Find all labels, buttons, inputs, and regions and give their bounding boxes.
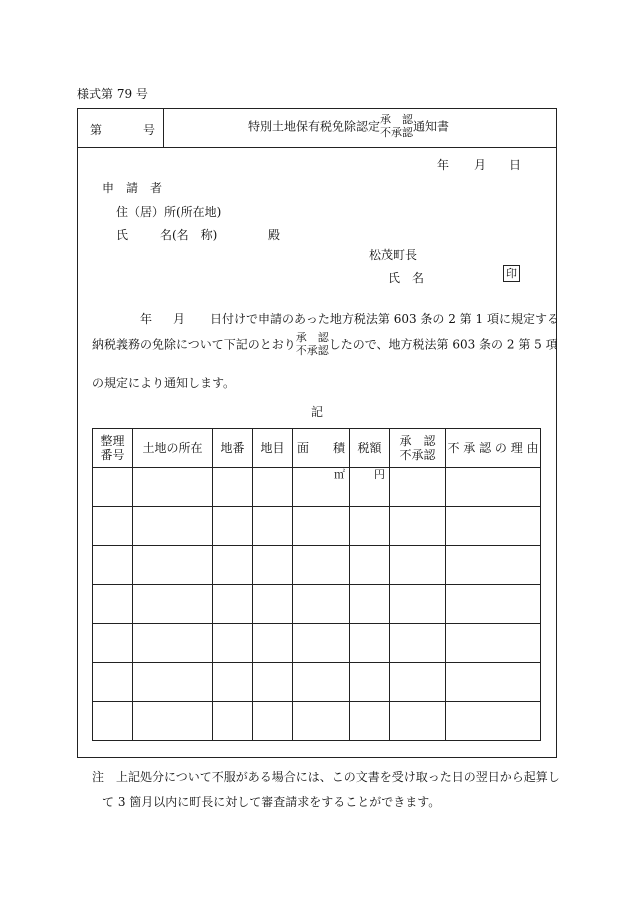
cell-land-location[interactable] [133, 624, 213, 663]
body-line-2-pre: 納税義務の免除について下記のとおり [92, 337, 296, 352]
cell-serial-number[interactable] [93, 624, 133, 663]
cell-tax-amount[interactable] [350, 468, 390, 507]
table-body [93, 468, 541, 741]
applicant-heading: 申 請 者 [102, 181, 163, 195]
land-table [92, 428, 541, 741]
honorific: 殿 [268, 228, 281, 242]
note-line-2: て 3 箇月以内に町長に対して審査請求をすることができます。 [102, 795, 441, 809]
cell-land-category[interactable] [253, 468, 293, 507]
header-area: 面 積 [293, 429, 350, 468]
cell-area[interactable] [293, 663, 350, 702]
cell-serial-number[interactable] [93, 507, 133, 546]
header-land-location: 土地の所在 [133, 429, 213, 468]
table-row [93, 468, 541, 507]
cell-area[interactable] [293, 702, 350, 741]
cell-approval[interactable] [390, 624, 446, 663]
body-line-1: 日付けで申請のあった地方税法第 603 条の 2 第 1 項に規定する [210, 312, 559, 326]
cell-tax-amount[interactable] [350, 702, 390, 741]
body-line-3: の規定により通知します。 [92, 376, 236, 390]
cell-land-location[interactable] [133, 507, 213, 546]
cell-land-category[interactable] [253, 663, 293, 702]
cell-area[interactable] [293, 546, 350, 585]
seal-mark: 印 [503, 265, 520, 282]
cell-lot-number[interactable] [213, 468, 253, 507]
body-line-2 [92, 331, 558, 357]
cell-serial-number[interactable] [93, 702, 133, 741]
cell-tax-amount[interactable] [350, 585, 390, 624]
body-option-approve: 承 認 [295, 331, 329, 344]
title-option-approve: 承 認 [380, 113, 414, 126]
cell-area[interactable] [293, 507, 350, 546]
cell-area[interactable] [293, 585, 350, 624]
cell-land-category[interactable] [253, 546, 293, 585]
title-option-reject: 不承認 [380, 126, 414, 139]
number-label-last: 号 [143, 123, 156, 137]
table-row [93, 624, 541, 663]
date-month: 月 [474, 158, 487, 172]
cell-serial-number[interactable] [93, 585, 133, 624]
applicant-address-label: 住（居）所(所在地) [116, 205, 222, 219]
cell-land-category[interactable] [253, 702, 293, 741]
issuer-name-label-first: 氏 [388, 271, 401, 285]
cell-land-category[interactable] [253, 624, 293, 663]
cell-lot-number[interactable] [213, 624, 253, 663]
cell-approval[interactable] [390, 468, 446, 507]
cell-tax-amount[interactable] [350, 663, 390, 702]
table-header-row [93, 429, 541, 468]
cell-land-location[interactable] [133, 702, 213, 741]
cell-rejection-reason[interactable] [446, 624, 541, 663]
cell-approval[interactable] [390, 702, 446, 741]
cell-rejection-reason[interactable] [446, 507, 541, 546]
table-row [93, 702, 541, 741]
cell-land-category[interactable] [253, 585, 293, 624]
cell-land-category[interactable] [253, 507, 293, 546]
cell-land-location[interactable] [133, 468, 213, 507]
header-approval: 承 認 不承認 [390, 429, 446, 468]
header-tax-amount: 税額 [350, 429, 390, 468]
body-line-2-post: したので、地方税法第 603 条の 2 第 5 項 [328, 337, 558, 352]
cell-area[interactable] [293, 468, 350, 507]
cell-rejection-reason[interactable] [446, 468, 541, 507]
issuer-title: 松茂町長 [369, 248, 418, 262]
header-divider [77, 147, 557, 148]
cell-lot-number[interactable] [213, 663, 253, 702]
cell-lot-number[interactable] [213, 546, 253, 585]
table-row [93, 663, 541, 702]
issuer-name-label-last: 名 [412, 271, 425, 285]
number-label-first: 第 [90, 123, 103, 137]
area-unit: ㎡ [334, 468, 345, 481]
cell-serial-number[interactable] [93, 546, 133, 585]
cell-area[interactable] [293, 624, 350, 663]
header-land-category: 地目 [253, 429, 293, 468]
cell-rejection-reason[interactable] [446, 546, 541, 585]
note-line-1: 上記処分について不服がある場合には、この文書を受け取った日の翌日から起算し [116, 770, 560, 784]
body-month: 月 [173, 312, 186, 326]
date-year: 年 [437, 158, 450, 172]
title-prefix: 特別土地保有税免除認定 [248, 119, 381, 134]
header-rejection-reason: 不 承 認 の 理 由 [446, 429, 541, 468]
title-approval-options [380, 113, 413, 139]
cell-land-location[interactable] [133, 585, 213, 624]
form-number: 様式第 79 号 [77, 87, 148, 101]
document-title [248, 113, 449, 139]
cell-serial-number[interactable] [93, 663, 133, 702]
applicant-name-label-first: 氏 [116, 228, 129, 242]
table-row [93, 507, 541, 546]
cell-rejection-reason[interactable] [446, 585, 541, 624]
header-lot-number: 地番 [213, 429, 253, 468]
body-option-reject: 不承認 [295, 344, 329, 357]
cell-lot-number[interactable] [213, 507, 253, 546]
cell-tax-amount[interactable] [350, 507, 390, 546]
date-day: 日 [509, 158, 522, 172]
cell-lot-number[interactable] [213, 702, 253, 741]
cell-land-location[interactable] [133, 663, 213, 702]
cell-approval[interactable] [390, 585, 446, 624]
cell-lot-number[interactable] [213, 585, 253, 624]
record-heading: 記 [311, 405, 324, 419]
cell-approval[interactable] [390, 663, 446, 702]
cell-rejection-reason[interactable] [446, 663, 541, 702]
cell-tax-amount[interactable] [350, 546, 390, 585]
body-year: 年 [140, 312, 153, 326]
tax-unit: 円 [374, 468, 385, 481]
cell-land-location[interactable] [133, 546, 213, 585]
title-suffix: 通知書 [413, 119, 450, 134]
body-approval-options [296, 331, 329, 357]
note-label: 注 [92, 770, 105, 784]
header-number-divider [163, 108, 164, 148]
cell-rejection-reason[interactable] [446, 702, 541, 741]
cell-approval[interactable] [390, 546, 446, 585]
cell-tax-amount[interactable] [350, 624, 390, 663]
header-serial-number: 整理 番号 [93, 429, 133, 468]
table-row [93, 585, 541, 624]
table-row [93, 546, 541, 585]
cell-serial-number[interactable] [93, 468, 133, 507]
cell-approval[interactable] [390, 507, 446, 546]
applicant-name-label-last: 名(名 称) [160, 228, 218, 242]
